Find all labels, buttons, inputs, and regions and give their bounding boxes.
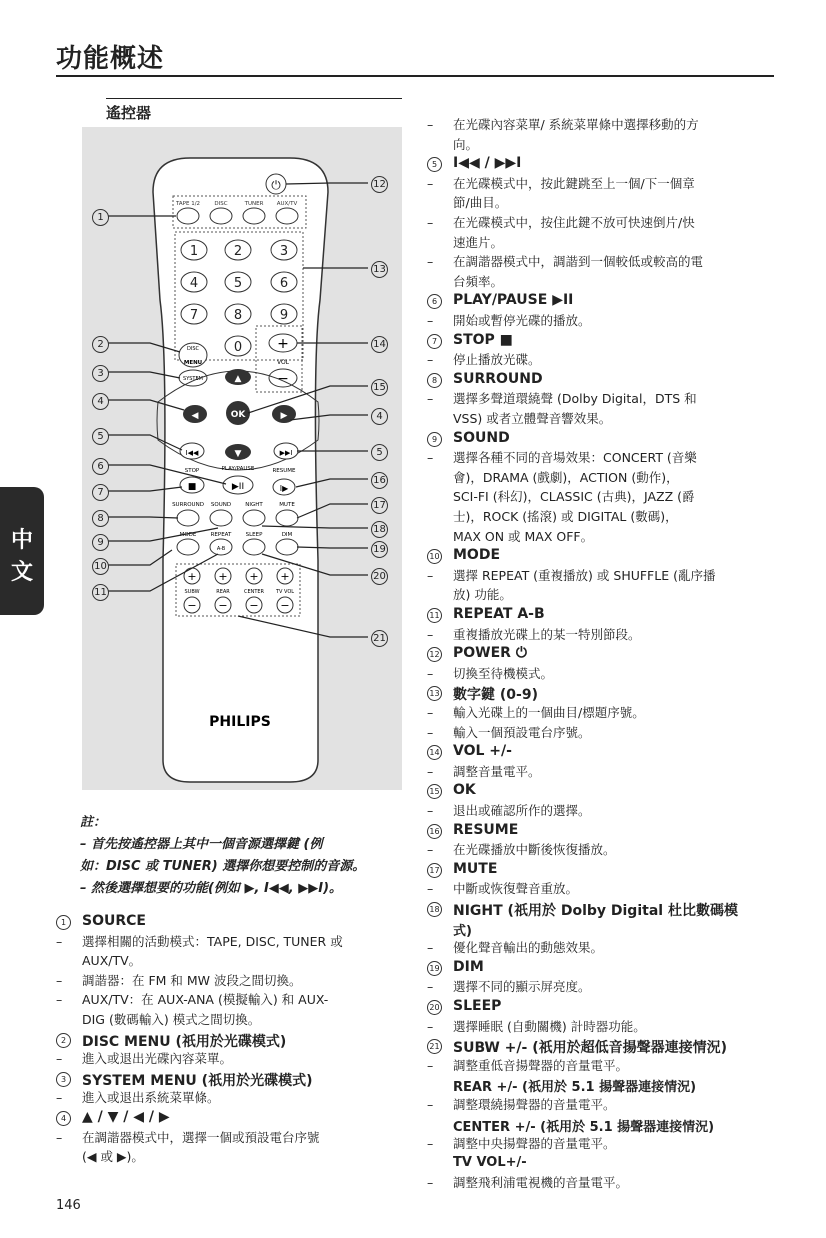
- item-text-line: 選擇各種不同的音場效果：CONCERT (音樂: [453, 450, 697, 466]
- tvvol-label: TV VOL: [275, 589, 295, 595]
- play-pause-icon: ▶II: [231, 482, 245, 492]
- bullet-dash: –: [427, 450, 434, 466]
- item-text-line: REAR +/- (祇用於 5.1 揚聲器連接情況): [453, 1080, 697, 1096]
- next-icon: ▶▶I: [279, 449, 293, 457]
- source-label-4: AUX/TV: [276, 201, 298, 207]
- item-text-line: 士)，ROCK (搖滾) 或 DIGITAL (數碼)，: [453, 509, 678, 524]
- bullet-dash: –: [427, 842, 434, 858]
- callout-right-3: 14: [371, 336, 388, 353]
- item-heading: OK: [453, 782, 476, 799]
- bullet-dash: –: [427, 1097, 434, 1112]
- item-heading: NIGHT (祇用於 Dolby Digital 杜比數碼模: [453, 903, 738, 919]
- bullet-dash: –: [427, 940, 434, 956]
- digit-label-7: 7: [189, 308, 199, 323]
- item-number-badge: 1: [56, 915, 71, 930]
- item-heading: SLEEP: [453, 998, 502, 1014]
- bullet-dash: –: [427, 352, 434, 368]
- bullet-dash: –: [427, 626, 434, 642]
- note-line-1: – 首先按遙控器上其中一個音源選擇鍵 (例: [80, 837, 323, 852]
- item-heading: I◀◀ / ▶▶I: [453, 155, 522, 172]
- source-label-1: TAPE 1/2: [175, 201, 201, 207]
- item-text-line: 在光碟模式中，按此鍵跳至上一個/下一個章: [453, 175, 695, 191]
- item-text-line: 選擇 REPEAT (重複播放) 或 SHUFFLE (亂序播: [453, 567, 716, 583]
- surround-button: [177, 510, 199, 526]
- item-heading: 數字鍵 (0-9): [453, 687, 538, 704]
- item-number-badge: 3: [56, 1072, 71, 1087]
- item-text-line: 重複播放光碟上的某一特別節段。: [453, 626, 641, 642]
- callout-left-8: 8: [92, 510, 109, 527]
- rear-minus-icon: −: [218, 599, 228, 612]
- callout-right-5: 4: [371, 408, 388, 425]
- callout-right-1: 12: [371, 176, 388, 193]
- callout-right-10: 19: [371, 541, 388, 558]
- item-number-badge: 21: [427, 1039, 442, 1054]
- item-text-line: 選擇不同的顯示屏亮度。: [453, 979, 591, 995]
- item-text-line: 選擇相關的活動模式：TAPE, DISC, TUNER 或: [82, 933, 343, 949]
- item-text-line: 節/曲目。: [453, 195, 508, 211]
- item-number-badge: 2: [56, 1033, 71, 1048]
- item-heading: SOURCE: [82, 913, 146, 929]
- mute-button: [276, 510, 298, 526]
- mode-button: [177, 539, 199, 555]
- stop-icon: ■: [187, 482, 197, 492]
- bullet-dash: –: [427, 567, 434, 583]
- note-line-2: 如：DISC 或 TUNER) 選擇你想要控制的音源。: [80, 859, 366, 874]
- callout-left-11: 11: [92, 584, 109, 601]
- nav-down-icon: ▼: [234, 449, 242, 459]
- item-text-line: 調整中央揚聲器的音量電平。: [453, 1136, 616, 1152]
- digit-label-6: 6: [279, 276, 289, 291]
- mode-label: MODE: [179, 532, 197, 538]
- item-heading: POWER ⏻: [453, 645, 527, 662]
- item-heading: SOUND: [453, 429, 510, 446]
- page-number: 146: [56, 1198, 81, 1213]
- subw-minus-icon: −: [187, 599, 197, 612]
- item-number-badge: 7: [427, 334, 442, 349]
- leader-right-10: [297, 547, 368, 548]
- system-label: SYSTEM: [183, 376, 203, 382]
- item-text-line: 在光碟播放中斷後恢復播放。: [453, 842, 616, 858]
- item-number-badge: 20: [427, 1000, 442, 1015]
- intro-line: 在光碟內容菜單/ 系統菜單條中選擇移動的方: [453, 117, 699, 132]
- bullet-dash: –: [427, 215, 434, 230]
- item-number-badge: 6: [427, 294, 442, 309]
- item-text-line: TV VOL+/-: [453, 1154, 527, 1170]
- center-label: CENTER: [243, 589, 265, 595]
- source-button-3: [243, 208, 265, 224]
- vol-plus-icon: +: [277, 336, 289, 352]
- center-minus-icon: −: [249, 599, 259, 612]
- callout-right-6: 5: [371, 444, 388, 461]
- bullet-dash: –: [427, 117, 434, 132]
- vol-minus-icon: −: [277, 371, 289, 387]
- sound-label: SOUND: [210, 502, 232, 508]
- rear-label: REAR: [216, 589, 230, 595]
- bullet-dash: –: [427, 979, 434, 995]
- digit-label-9: 9: [279, 308, 289, 323]
- item-heading: DIM: [453, 958, 484, 975]
- item-text-line: 在調諧器模式中，調諧到一個較低或較高的電: [453, 254, 704, 270]
- item-text-line: 開始或暫停光碟的播放。: [453, 313, 591, 328]
- item-text-line: 調整環繞揚聲器的音量電平。: [453, 1097, 616, 1112]
- callout-right-11: 20: [371, 568, 388, 585]
- item-heading: ▲ / ▼ / ◀ / ▶: [82, 1109, 170, 1125]
- ab-label: A-B: [216, 546, 226, 552]
- digit-label-4: 4: [189, 276, 199, 291]
- note-line-3: – 然後選擇想要的功能(例如 ▶, I◀◀, ▶▶I)。: [80, 881, 343, 896]
- leader-left-8: [108, 517, 178, 518]
- surround-label: SURROUND: [172, 502, 204, 508]
- bullet-dash: –: [427, 803, 434, 818]
- page-title: 功能概述: [56, 44, 165, 74]
- subw-plus-icon: +: [187, 570, 197, 583]
- bullet-dash: –: [56, 992, 63, 1008]
- callout-right-9: 18: [371, 521, 388, 538]
- item-heading: MUTE: [453, 860, 498, 877]
- item-text-line: 調諧器：在 FM 和 MW 波段之間切換。: [82, 972, 302, 988]
- digit-label-5: 5: [233, 276, 243, 291]
- callout-left-7: 7: [92, 484, 109, 501]
- item-heading: SURROUND: [453, 370, 543, 387]
- item-text-line: 輸入光碟上的一個曲目/標題序號。: [453, 705, 645, 720]
- callout-right-12: 21: [371, 630, 388, 647]
- bullet-dash: –: [56, 1090, 63, 1106]
- item-heading: DISC MENU (祇用於光碟模式): [82, 1033, 287, 1050]
- item-text-line: 輸入一個預設電台序號。: [453, 724, 591, 740]
- rear-plus-icon: +: [218, 570, 228, 583]
- dim-label: DIM: [281, 532, 293, 538]
- item-text-line: 會)，DRAMA (戲劇)，ACTION (動作)，: [453, 469, 679, 485]
- item-text-line: 調整音量電平。: [453, 763, 541, 779]
- bullet-dash: –: [427, 313, 434, 328]
- source-button-1: [177, 208, 199, 224]
- callout-left-10: 10: [92, 558, 109, 575]
- bullet-dash: –: [427, 763, 434, 779]
- item-number-badge: 10: [427, 549, 442, 564]
- callout-left-3: 3: [92, 365, 109, 382]
- item-number-badge: 11: [427, 608, 442, 623]
- source-button-4: [276, 208, 298, 224]
- intro-line: 向。: [453, 136, 479, 152]
- tvvol-minus-icon: −: [280, 599, 290, 612]
- item-number-badge: 14: [427, 745, 442, 760]
- power-icon: ⏻: [271, 178, 281, 192]
- item-text-line: 進入或退出系統菜單條。: [82, 1090, 220, 1106]
- item-heading: SYSTEM MENU (祇用於光碟模式): [82, 1072, 313, 1089]
- bullet-dash: –: [56, 1129, 63, 1145]
- item-heading: MODE: [453, 547, 501, 564]
- item-number-badge: 5: [427, 157, 442, 172]
- callout-right-7: 16: [371, 472, 388, 489]
- bullet-dash: –: [56, 972, 63, 988]
- digit-label-8: 8: [233, 308, 243, 323]
- item-text-line: 優化聲音輸出的動態效果。: [453, 940, 604, 956]
- item-text-line: 速進片。: [453, 234, 504, 250]
- item-text-line: (◀ 或 ▶)。: [82, 1149, 144, 1165]
- digit-label-3: 3: [279, 244, 289, 259]
- bullet-dash: –: [427, 1018, 434, 1034]
- item-text-line: 退出或確認所作的選擇。: [453, 803, 591, 818]
- digit-label-0: 0: [233, 340, 243, 355]
- night-label: NIGHT: [245, 502, 263, 508]
- bullet-dash: –: [427, 1057, 434, 1073]
- callout-left-2: 2: [92, 336, 109, 353]
- sleep-label: SLEEP: [245, 532, 263, 538]
- bullet-dash: –: [427, 705, 434, 720]
- center-plus-icon: +: [249, 570, 259, 583]
- item-heading: STOP ■: [453, 331, 513, 348]
- repeat-label: REPEAT: [210, 532, 232, 538]
- item-text-line: AUX/TV：在 AUX-ANA (模擬輸入) 和 AUX-: [82, 992, 329, 1008]
- dim-button: [276, 539, 298, 555]
- section-title: 遙控器: [106, 104, 152, 122]
- menu-label: MENU: [183, 360, 203, 366]
- item-text-line: DIG (數碼輸入) 模式之間切換。: [82, 1012, 261, 1027]
- item-text-line: 台頻率。: [453, 273, 504, 289]
- callout-left-9: 9: [92, 534, 109, 551]
- item-number-badge: 17: [427, 863, 442, 878]
- source-label-2: DISC: [214, 201, 228, 207]
- play-pause-label: PLAY/PAUSE: [221, 466, 255, 472]
- callout-right-4: 15: [371, 379, 388, 396]
- sleep-button: [243, 539, 265, 555]
- stop-label: STOP: [184, 468, 200, 474]
- ok-label: OK: [230, 410, 246, 420]
- item-text-line: 切換至待機模式。: [453, 665, 554, 681]
- item-number-badge: 19: [427, 961, 442, 976]
- bullet-dash: –: [427, 724, 434, 740]
- digit-label-1: 1: [189, 244, 199, 259]
- digit-label-2: 2: [233, 244, 243, 259]
- item-text-line: 選擇多聲道環繞聲 (Dolby Digital，DTS 和: [453, 391, 697, 407]
- side-tab-char-2: 文: [10, 560, 33, 585]
- resume-icon: I▶: [279, 484, 289, 493]
- brand-logo: PHILIPS: [209, 714, 271, 730]
- item-heading: VOL +/-: [453, 743, 512, 760]
- item-text-line: 停止播放光碟。: [453, 352, 541, 368]
- item-number-badge: 16: [427, 824, 442, 839]
- callout-left-4: 4: [92, 393, 109, 410]
- disc-menu-label: DISC: [187, 346, 199, 352]
- item-text-line: 調整重低音揚聲器的音量電平。: [453, 1057, 629, 1073]
- item-text-line: 放) 功能。: [453, 587, 512, 603]
- item-heading: PLAY/PAUSE ▶II: [453, 292, 574, 309]
- item-text-line: AUX/TV。: [82, 953, 142, 969]
- side-tab-char-1: 中: [10, 528, 33, 553]
- bullet-dash: –: [427, 254, 434, 270]
- resume-label: RESUME: [272, 468, 296, 474]
- note-label: 註：: [80, 815, 107, 830]
- vol-label: VOL: [276, 359, 290, 366]
- item-number-badge: 12: [427, 647, 442, 662]
- item-number-badge: 8: [427, 373, 442, 388]
- source-label-3: TUNER: [244, 201, 264, 207]
- callout-left-1: 1: [92, 209, 109, 226]
- item-text-line: VSS) 或者立體聲音響效果。: [453, 411, 612, 426]
- item-text-line: 進入或退出光碟內容菜單。: [82, 1051, 233, 1067]
- item-text-line: CENTER +/- (祇用於 5.1 揚聲器連接情況): [453, 1119, 715, 1135]
- sound-button: [210, 510, 232, 526]
- item-text-line: 中斷或恢復聲音重放。: [453, 881, 579, 897]
- item-text-line: SCI-FI (科幻)，CLASSIC (古典)，JAZZ (爵: [453, 489, 695, 505]
- subw-label: SUBW: [184, 589, 200, 595]
- bullet-dash: –: [427, 1136, 434, 1152]
- night-button: [243, 510, 265, 526]
- callout-left-5: 5: [92, 428, 109, 445]
- nav-right-icon: ▶: [280, 411, 288, 421]
- item-text-line: 在光碟模式中，按住此鍵不放可快速倒片/快: [453, 215, 695, 230]
- item-text-line: MAX ON 或 MAX OFF。: [453, 528, 594, 544]
- mute-label: MUTE: [279, 502, 295, 508]
- item-number-badge: 15: [427, 784, 442, 799]
- bullet-dash: –: [427, 391, 434, 407]
- source-button-2: [210, 208, 232, 224]
- item-text-line: 選擇睡眠 (自動關機) 計時器功能。: [453, 1018, 646, 1034]
- bullet-dash: –: [427, 1175, 434, 1191]
- bullet-dash: –: [56, 1051, 63, 1067]
- callout-right-2: 13: [371, 261, 388, 278]
- nav-up-icon: ▲: [234, 374, 242, 384]
- item-heading: REPEAT A-B: [453, 606, 545, 622]
- item-text-line: 式): [453, 923, 472, 939]
- bullet-dash: –: [56, 933, 63, 949]
- item-heading: SUBW +/- (祇用於超低音揚聲器連接情況): [453, 1040, 727, 1057]
- bullet-dash: –: [427, 175, 434, 191]
- item-text-line: 在調諧器模式中，選擇一個或預設電台序號: [82, 1129, 320, 1145]
- tvvol-plus-icon: +: [280, 570, 290, 583]
- item-number-badge: 18: [427, 902, 442, 917]
- bullet-dash: –: [427, 881, 434, 897]
- prev-icon: I◀◀: [185, 449, 199, 457]
- item-number-badge: 13: [427, 686, 442, 701]
- callout-right-8: 17: [371, 497, 388, 514]
- bullet-dash: –: [427, 665, 434, 681]
- nav-left-icon: ◀: [191, 411, 199, 421]
- item-number-badge: 4: [56, 1111, 71, 1126]
- item-text-line: 調整飛利浦電視機的音量電平。: [453, 1175, 629, 1191]
- item-heading: RESUME: [453, 821, 519, 838]
- item-number-badge: 9: [427, 432, 442, 447]
- callout-left-6: 6: [92, 458, 109, 475]
